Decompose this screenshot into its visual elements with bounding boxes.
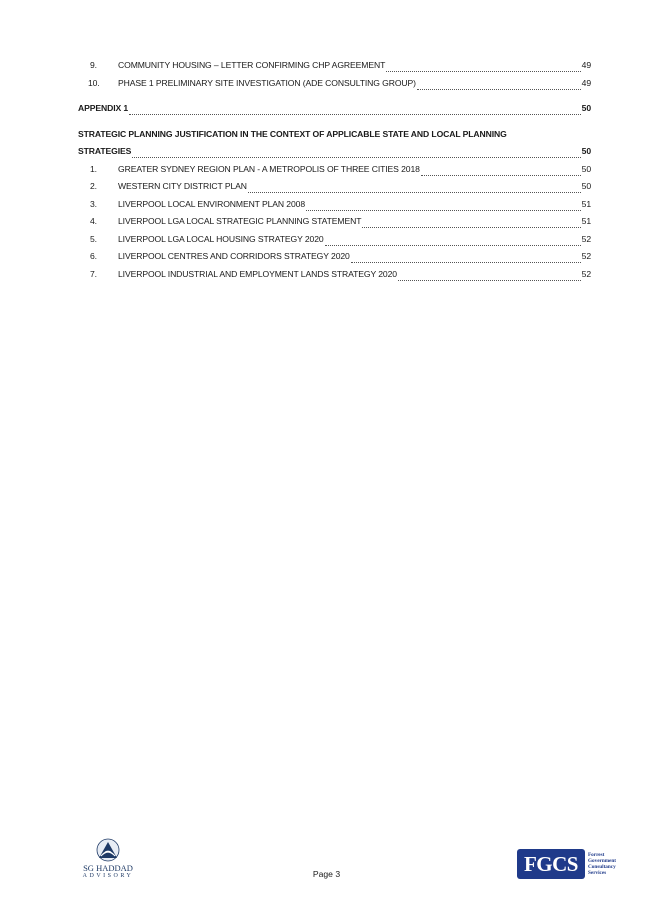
toc-entry-number: 10.	[88, 77, 100, 88]
dot-leader	[325, 245, 581, 246]
toc-entry[interactable]	[78, 269, 591, 287]
dot-leader	[421, 175, 581, 176]
sg-haddad-sub: ADVISORY	[82, 873, 134, 879]
dot-leader	[132, 157, 580, 158]
toc-entry-title: LIVERPOOL LGA LOCAL HOUSING STRATEGY 2020	[118, 233, 324, 244]
toc-entry-title: LIVERPOOL LOCAL ENVIRONMENT PLAN 2008	[118, 198, 306, 209]
toc-heading-title: APPENDIX 1	[78, 103, 129, 113]
fgcs-tagline-line: Services	[588, 870, 607, 877]
toc-entry[interactable]	[78, 199, 591, 217]
toc-entry-number: 7.	[90, 268, 97, 279]
toc-entry[interactable]	[78, 78, 591, 96]
spacer	[78, 95, 591, 103]
dot-leader	[129, 114, 581, 115]
fgcs-logo	[517, 848, 616, 880]
toc-entry-page: 49	[581, 77, 591, 88]
toc-heading-strategic-line2[interactable]	[78, 146, 591, 164]
toc-entry[interactable]	[78, 164, 591, 182]
dot-leader	[248, 192, 581, 193]
fgcs-mark: FGCS	[517, 849, 585, 879]
toc-entry-number: 3.	[90, 198, 97, 209]
toc-entry-title: COMMUNITY HOUSING – LETTER CONFIRMING CHP AGREEMENT	[118, 60, 386, 70]
toc-entry-number: 5.	[90, 233, 97, 244]
toc-entry-page: 49	[581, 60, 591, 70]
toc-entry-page: 51	[581, 216, 591, 226]
toc-entry[interactable]	[78, 251, 591, 269]
toc-entry-page: 52	[581, 233, 591, 244]
toc-heading-page: 50	[581, 103, 591, 113]
toc-heading-title: STRATEGIC PLANNING JUSTIFICATION IN THE CONTEXT OF APPLICABLE STATE AND LOCAL PLANNING	[78, 128, 507, 139]
toc-entry-number: 6.	[90, 251, 97, 261]
toc-entry-title: PHASE 1 PRELIMINARY SITE INVESTIGATION (ADE CONSULTING GROUP)	[118, 77, 416, 88]
toc-entry-number: 1.	[90, 163, 97, 174]
sg-haddad-name: SG HADDAD	[83, 863, 133, 873]
toc-entry-page: 50	[581, 163, 591, 174]
toc-entry-number: 9.	[90, 60, 97, 70]
toc-entry-title: GREATER SYDNEY REGION PLAN - A METROPOLIS OF THREE CITIES 2018	[118, 163, 420, 174]
toc-heading-appendix[interactable]	[78, 103, 591, 121]
spacer	[78, 121, 591, 129]
toc-entry[interactable]	[78, 60, 591, 78]
dot-leader	[398, 280, 581, 281]
page-number: Page 3	[312, 869, 341, 879]
toc-entry[interactable]	[78, 181, 591, 199]
dot-leader	[362, 227, 580, 228]
toc-heading-title-cont: STRATEGIES	[78, 146, 132, 156]
toc-entry-page: 51	[581, 198, 591, 209]
dot-leader	[351, 262, 581, 263]
table-of-contents	[78, 60, 591, 286]
toc-entry-number: 2.	[90, 181, 97, 191]
toc-heading-page: 50	[581, 146, 591, 156]
fgcs-tagline-line: Forrest	[588, 851, 605, 858]
toc-entry-title: LIVERPOOL INDUSTRIAL AND EMPLOYMENT LANDS STRATEGY 2020	[118, 268, 397, 279]
toc-entry-page: 52	[581, 268, 591, 279]
toc-entry[interactable]	[78, 216, 591, 234]
toc-entry-title: LIVERPOOL CENTRES AND CORRIDORS STRATEGY 2020	[118, 251, 350, 261]
fgcs-tagline-line: Government	[588, 857, 616, 864]
fgcs-tagline	[588, 852, 616, 877]
sg-haddad-emblem-icon	[77, 838, 139, 864]
toc-entry-title: LIVERPOOL LGA LOCAL STRATEGIC PLANNING STATEMENT	[118, 216, 362, 226]
toc-entry-page: 52	[581, 251, 591, 261]
toc-entry-title: WESTERN CITY DISTRICT PLAN	[118, 181, 247, 191]
toc-entry-number: 4.	[90, 216, 97, 226]
fgcs-tagline-line: Consultancy	[588, 864, 616, 870]
dot-leader	[386, 71, 580, 72]
dot-leader	[417, 89, 581, 90]
toc-entry-page: 50	[581, 181, 591, 191]
toc-heading-strategic-line1[interactable]	[78, 129, 591, 147]
toc-entry[interactable]	[78, 234, 591, 252]
dot-leader	[306, 210, 581, 211]
